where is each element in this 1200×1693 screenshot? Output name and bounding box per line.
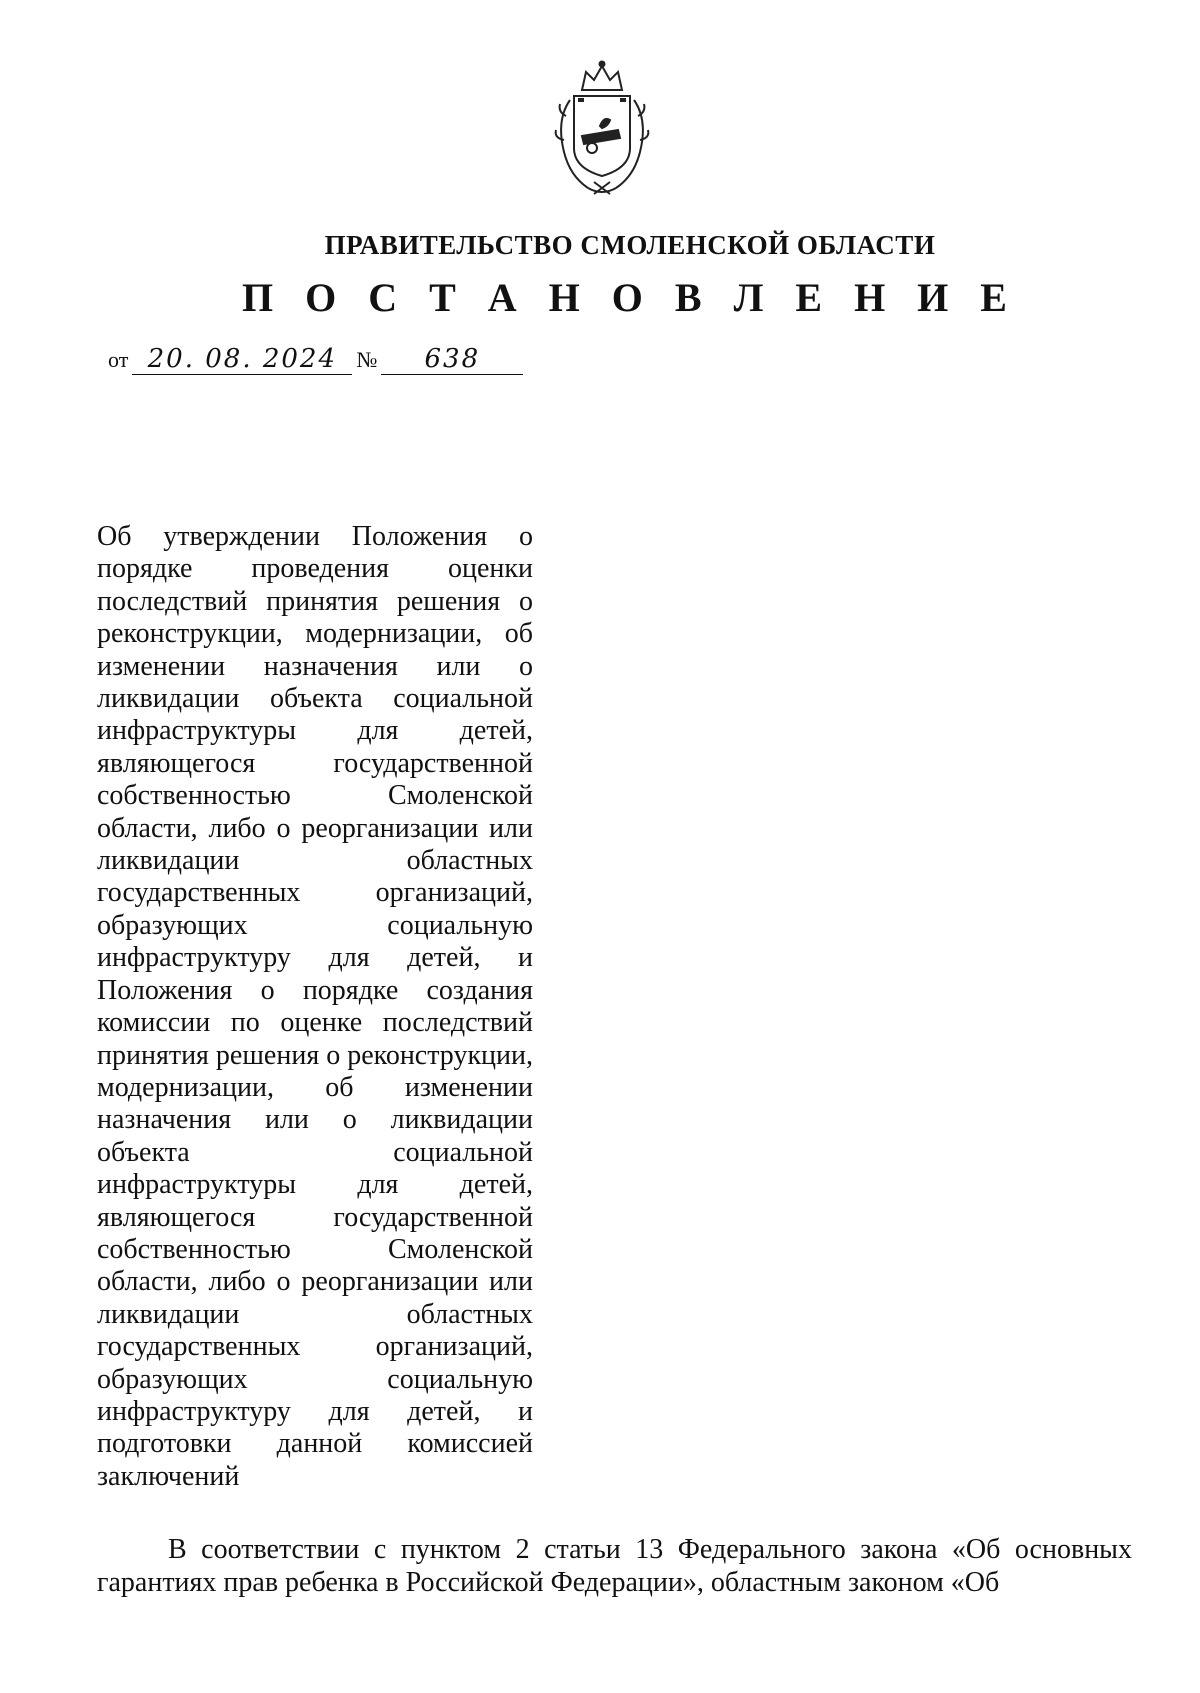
handwritten-date: 20. 08. 2024 <box>132 344 352 375</box>
handwritten-number: 638 <box>381 344 523 375</box>
coat-of-arms-icon <box>548 60 656 200</box>
date-number-line <box>104 344 523 375</box>
number-prefix: № <box>356 347 378 372</box>
document-type-heading: П О С Т А Н О В Л Е Н И Е <box>242 275 1018 320</box>
document-subject: Об утверждении Положения о порядке проведения оценки последствий принятия решения о реконструкции, модернизации, об изменении назначения или о ликвидации объекта социальной инфраструктуры для детей, являющегося государственной собственностью Смоленской области, либо о реорганизации или ликвидации областных государственных организаций, образующих социальную инфраструктуру для детей, и Положения о порядке создания комиссии по оценке последствий принятия решения о реконструкции, модернизации, об изменении назначения или о ликвидации объекта социальной инфраструктуры для детей, являющегося государственной собственностью Смоленской области, либо о реорганизации или ликвидации областных государственных организаций, образующих социальную инфраструктуру для детей, и подготовки данной комиссией заключений <box>97 521 533 1492</box>
body-paragraph: В соответствии с пунктом 2 статьи 13 Федерального закона «Об основных гарантиях прав ребенка в Российской Федерации», областным законом «Об <box>97 1534 1132 1598</box>
date-prefix: от <box>108 347 129 372</box>
organization-title: ПРАВИТЕЛЬСТВО СМОЛЕНСКОЙ ОБЛАСТИ <box>324 230 936 260</box>
